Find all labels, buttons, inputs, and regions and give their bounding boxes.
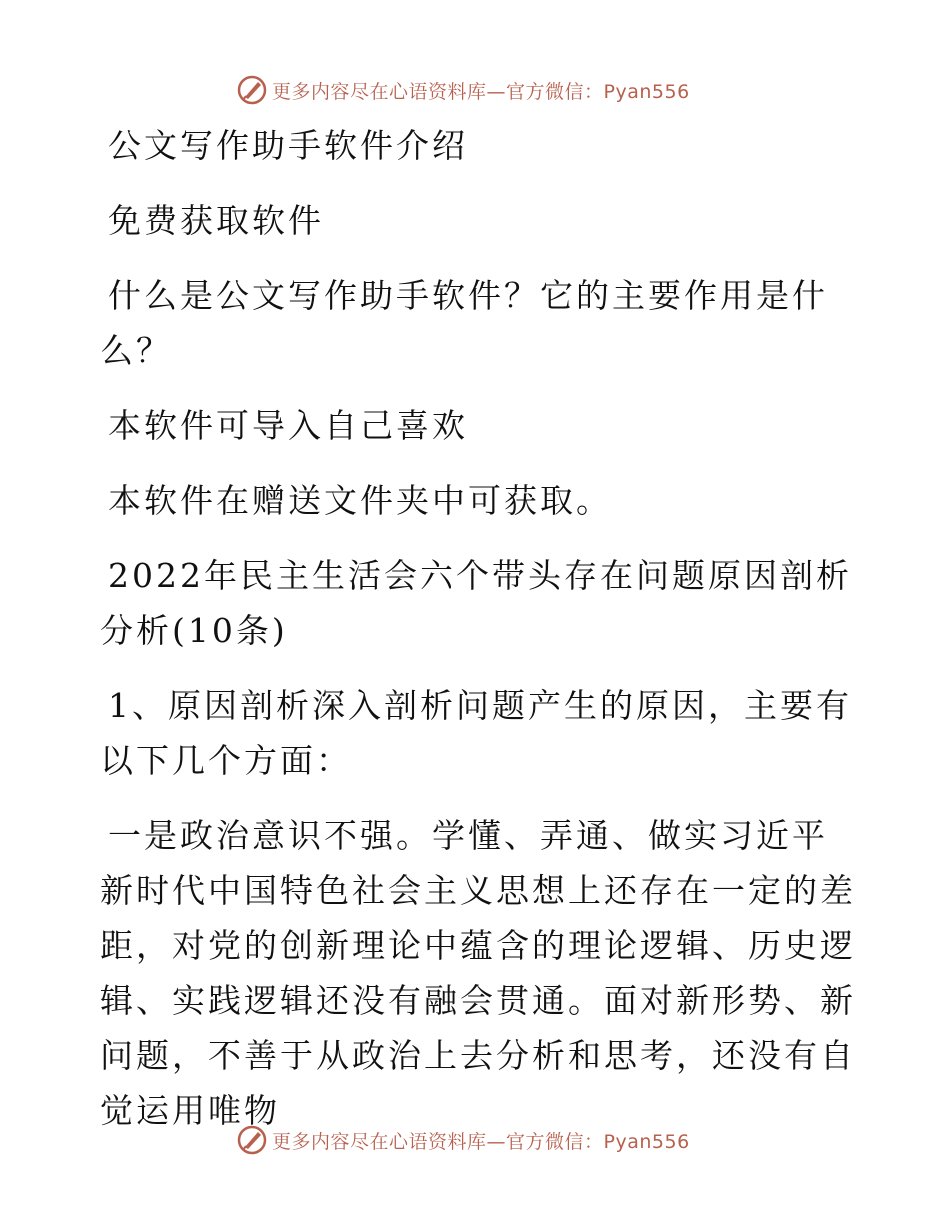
document-body bbox=[100, 118, 860, 1158]
footer-watermark bbox=[236, 1123, 690, 1157]
doc-paragraph: 1、原因剖析深入剖析问题产生的原因，主要有以下几个方面： bbox=[100, 686, 852, 780]
watermark-text: 更多内容尽在心语资料库—官方微信：Pyan556 bbox=[272, 1130, 690, 1153]
watermark-text: 更多内容尽在心语资料库—官方微信：Pyan556 bbox=[272, 80, 690, 103]
doc-paragraph: 本软件可导入自己喜欢 bbox=[108, 406, 468, 445]
doc-paragraph: 什么是公文写作助手软件？它的主要作用是什么？ bbox=[100, 276, 828, 370]
doc-title: 公文写作助手软件介绍 bbox=[108, 126, 468, 165]
quill-logo-icon bbox=[236, 1124, 268, 1156]
quill-logo-icon bbox=[236, 74, 268, 106]
doc-paragraph: 一是政治意识不强。学懂、弄通、做实习近平新时代中国特色社会主义思想上还存在一定的差距，对党的创新理论中蕴含的理论逻辑、历史逻辑、实践逻辑还没有融会贯通。面对新形势、新问题，不善于从政治上去分析和思考，还没有自觉运用唯物 bbox=[100, 816, 856, 1130]
header-watermark bbox=[236, 73, 690, 107]
section-heading: 2022年民主生活会六个带头存在问题原因剖析分析(10条) bbox=[100, 556, 852, 650]
doc-paragraph: 免费获取软件 bbox=[108, 201, 324, 240]
doc-paragraph: 本软件在赠送文件夹中可获取。 bbox=[108, 481, 612, 520]
